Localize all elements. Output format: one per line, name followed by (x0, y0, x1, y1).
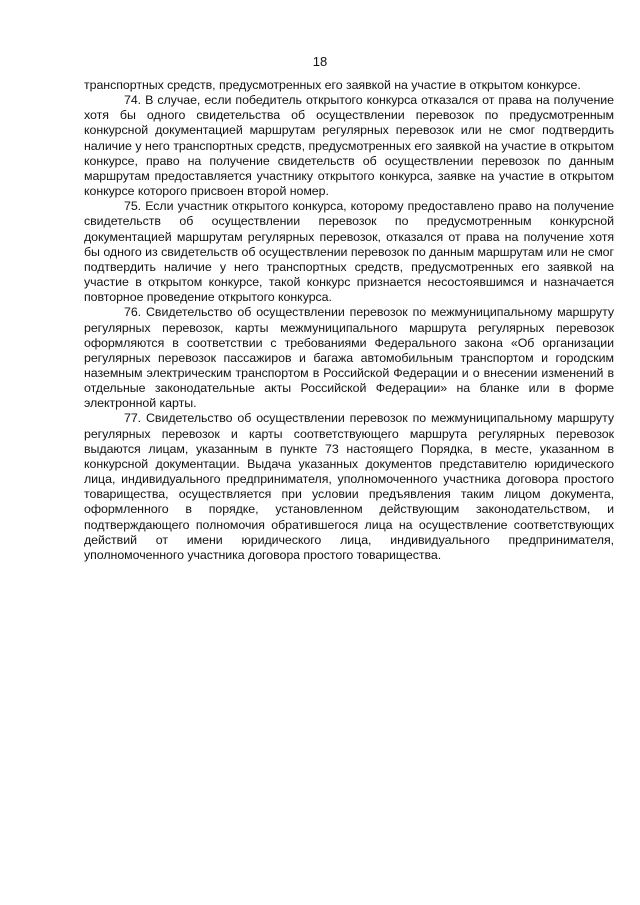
paragraph-74: 74. В случае, если победитель открытого конкурса отказался от права на получение хотя бы одного свидетельства об осуществлении перевозок по предусмотренным конкурсной документацией маршрутам регулярных перевозок или не смог подтвердить наличие у него транспортных средств, предусмотренных его заявкой на участие в открытом конкурсе, право на получение свидетельств об осуществлении перевозок по данным маршрутам предоставляется участнику открытого конкурса, заявке на участие в открытом конкурсе которого присвоен второй номер. (84, 93, 614, 199)
paragraph-continuation: транспортных средств, предусмотренных его заявкой на участие в открытом конкурсе. (84, 78, 581, 92)
page-number: 18 (312, 54, 328, 69)
document-body (84, 78, 614, 563)
paragraph-76: 76. Свидетельство об осуществлении перевозок по межмуниципальному маршруту регулярных перевозок, карты межмуниципального маршрута регулярных перевозок оформляются в соответствии с требованиями Федерального закона «Об организации регулярных перевозок пассажиров и багажа автомобильным транспортом и городским наземным электрическим транспортом в Российской Федерации и о внесении изменений в отдельные законодательные акты Российской Федерации» на бланке или в форме электронной карты. (84, 305, 614, 411)
paragraph-77: 77. Свидетельство об осуществлении перевозок по межмуниципальному маршруту регулярных перевозок и карты соответствующего маршрута регулярных перевозок выдаются лицам, указанным в пункте 73 настоящего Порядка, в месте, указанном в конкурсной документации. Выдача указанных документов представителю юридического лица, индивидуального предпринимателя, уполномоченного участника договора простого товарищества, осуществляется при условии предъявления таким лицом документа, оформленного в порядке, установленном действующим законодательством, и подтверждающего полномочия обратившегося лица на осуществление соответствующих действий от имени юридического лица, индивидуального предпринимателя, уполномоченного участника договора простого товарищества. (84, 411, 614, 562)
paragraph-75: 75. Если участник открытого конкурса, которому предоставлено право на получение свидетельств об осуществлении перевозок по предусмотренным конкурсной документацией маршрутам регулярных перевозок, отказался от права на получение хотя бы одного из свидетельств об осуществлении перевозок по данным маршрутам или не смог подтвердить наличие у него транспортных средств, предусмотренных его заявкой на участие в открытом конкурсе, такой конкурс признается несостоявшимся и назначается повторное проведение открытого конкурса. (84, 199, 614, 305)
